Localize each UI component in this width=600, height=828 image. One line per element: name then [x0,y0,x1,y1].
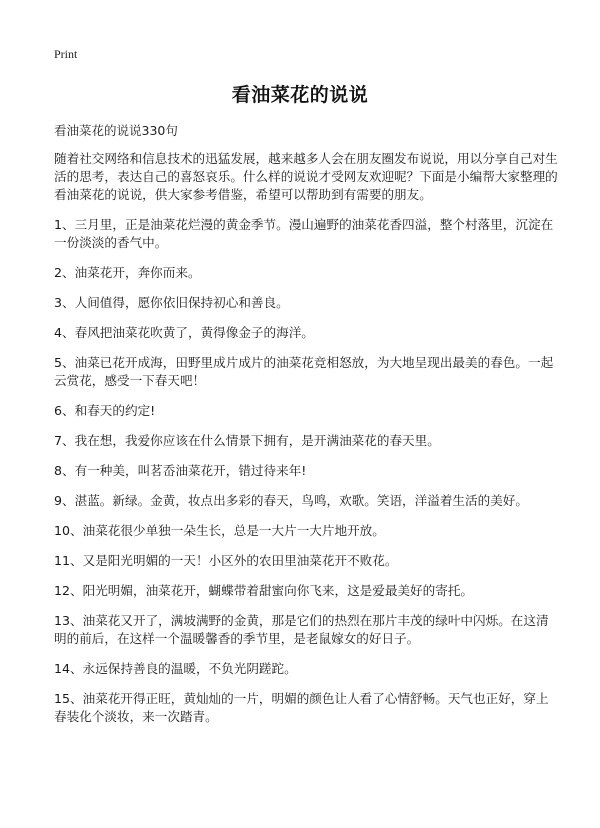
list-item: 8、有一种美，叫茗岙油菜花开，错过待来年! [54,463,307,478]
list-item: 12、阳光明媚，油菜花开，蝴蝶带着甜蜜向你飞来，这是爱最美好的寄托。 [54,583,474,598]
list-item: 10、油菜花很少单独一朵生长，总是一大片一大片地开放。 [54,523,385,538]
list-item: 4、春风把油菜花吹黄了，黄得像金子的海洋。 [54,325,314,340]
list-item: 15、油菜花开得正旺，黄灿灿的一片，明媚的颜色让人看了心情舒畅。天气也正好，穿上春装化个淡妆，来一次踏青。 [54,691,549,724]
list-item: 7、我在想，我爱你应该在什么情景下拥有，是开满油菜花的春天里。 [54,433,440,448]
list-item: 9、湛蓝。新绿。金黄，妆点出多彩的春天，鸟鸣，欢歌。笑语，洋溢着生活的美好。 [54,493,528,508]
subtitle: 看油菜花的说说330句 [54,123,178,138]
list-item: 3、人间值得，愿你依旧保持初心和善良。 [54,295,289,310]
list-item: 1、三月里，正是油菜花烂漫的黄金季节。漫山遍野的油菜花香四溢，整个村落里，沉淀在一份淡淡的香气中。 [54,217,554,250]
list-item: 13、油菜花又开了，满坡满野的金黄，那是它们的热烈在那片丰茂的绿叶中闪烁。在这清明的前后，在这样一个温暖馨香的季节里，是老鼠嫁女的好日子。 [54,613,549,646]
page-title: 看油菜花的说说 [231,84,369,106]
list-item: 11、又是阳光明媚的一天！小区外的农田里油菜花开不败花。 [54,553,398,568]
list-item: 2、油菜花开，奔你而来。 [54,265,201,280]
list-item: 14、永远保持善良的温暖，不负光阴蹉跎。 [54,661,297,676]
article-body [54,150,560,738]
list-item: 6、和春天的约定! [54,403,156,418]
print-link[interactable]: Print [54,47,78,61]
list-item: 5、油菜已花开成海，田野里成片成片的油菜花竞相怒放，为大地呈现出最美的春色。一起云赏花，感受一下春天吧！ [54,355,554,388]
intro-paragraph: 随着社交网络和信息技术的迅猛发展，越来越多人会在朋友圈发布说说，用以分享自己对生活的思考，表达自己的喜怒哀乐。什么样的说说才受网友欢迎呢？下面是小编帮大家整理的看油菜花的说说，供大家参考借鉴，希望可以帮助到有需要的朋友。 [54,151,558,202]
